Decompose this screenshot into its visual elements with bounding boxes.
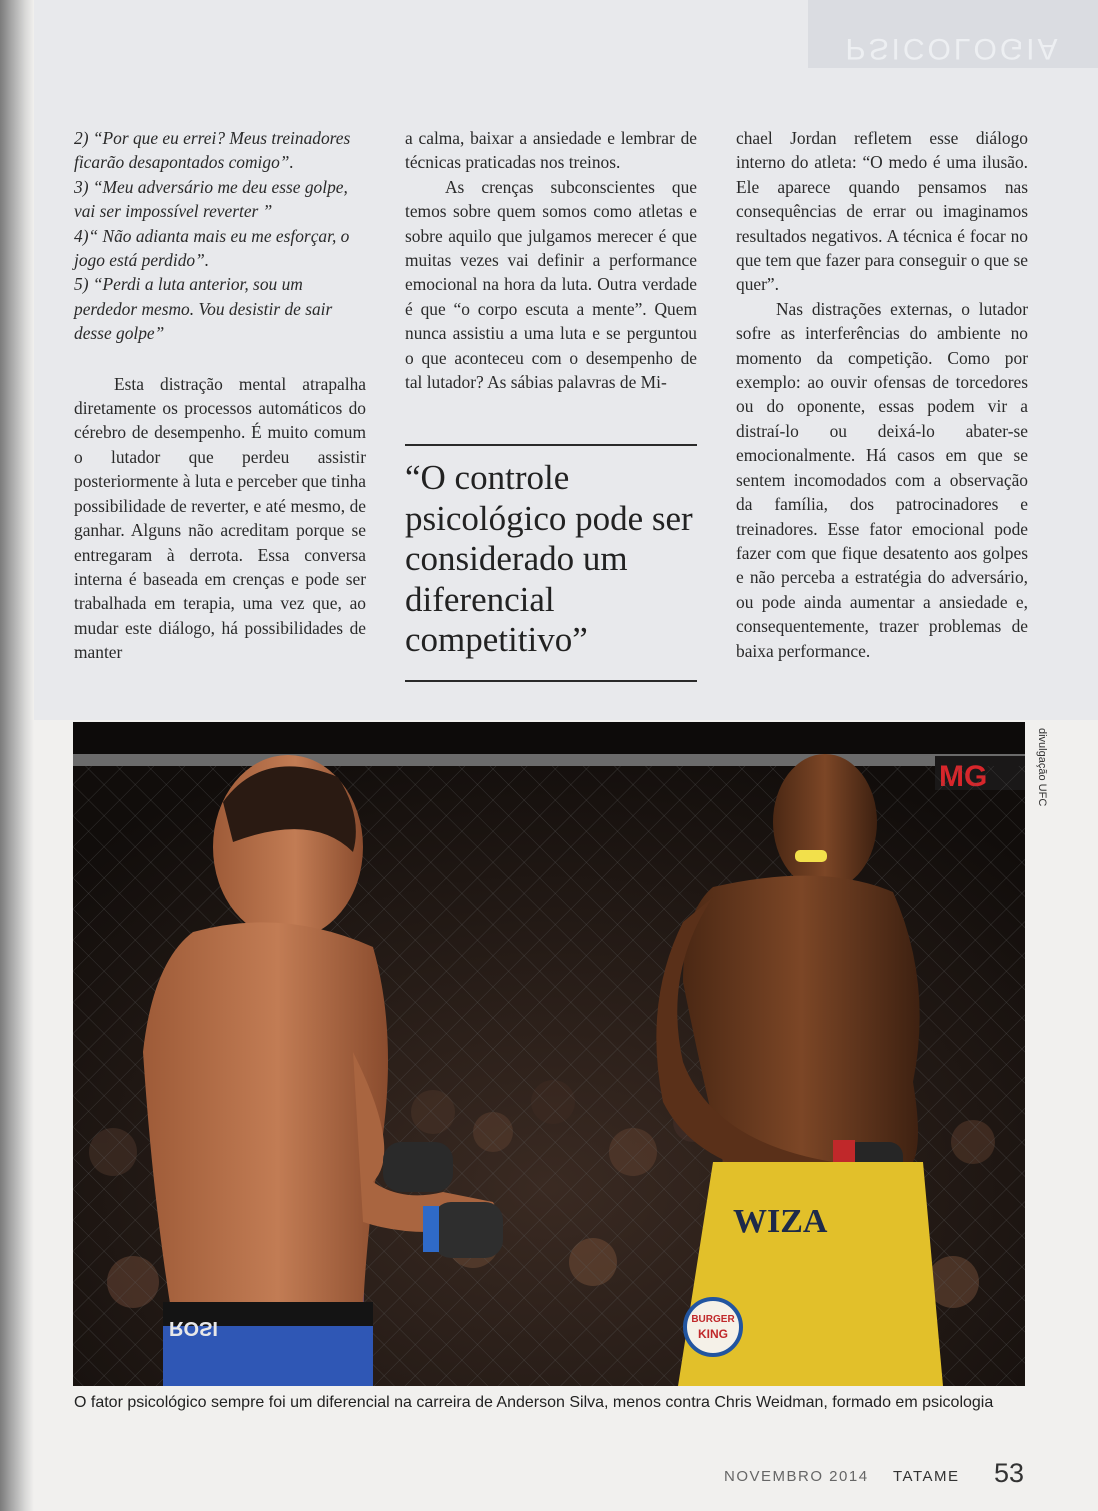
- paragraph: a calma, baixar a ansiedade e lembrar de técnicas praticadas nos treinos.: [405, 128, 697, 173]
- sponsor-logo-top: BURGER: [691, 1314, 735, 1325]
- paragraph: Nas distrações externas, o lutador sofre as interferências do ambiente no momento da competição. Como por exemplo: ao ouvir ofensas de torcedores ou do oponente, essas podem vir a distraí-lo ou deixá-lo abater-se emocionalmente. Há casos em que se sentem incomodados com a observação da família, dos patrocinadores e treinadores. Esse fator emocional pode fazer com que fique desatento aos golpes e não perceba a estratégia do adversário, ou pode ainda aumentar a ansiedade e, consequentemente, trazer problemas de baixa performance.: [736, 298, 1028, 661]
- section-tab: PSICOLOGIA: [808, 0, 1098, 68]
- photo-caption: O fator psicológico sempre foi um diferencial na carreira de Anderson Silva, menos contra Chris Weidman, formado em psicologia: [74, 1394, 994, 1411]
- fight-photo: [73, 722, 1025, 1386]
- article-column-1: [74, 126, 366, 665]
- list-item: 4)“ Não adianta mais eu me esforçar, o jogo está perdido”.: [74, 225, 350, 271]
- pull-quote: [405, 444, 697, 682]
- paragraph: As crenças subconscientes que temos sobre quem somos como atletas e sobre aquilo que julgamos merecer é que muitas vezes vai definir a performance emocional na hora da luta. Outra verdade é que “o corpo escuta a mente”. Quem nunca assistiu a uma luta e se perguntou o que aconteceu com o desempenho de tal lutador? As sábias palavras de Mi-: [405, 176, 697, 393]
- page-number: 53: [994, 1458, 1025, 1488]
- fighter-right-mouthguard: [795, 850, 827, 862]
- sponsor-logo-bottom: KING: [698, 1327, 728, 1341]
- fighter-left-glove-2: [433, 1202, 503, 1258]
- page-gutter-shadow: [0, 0, 34, 1511]
- list-item: 3) “Meu adversário me deu esse golpe, vai ser impossível reverter ”: [74, 176, 348, 222]
- pull-quote-text: “O controle psicológico pode ser considerado um diferencial competitivo”: [405, 458, 693, 659]
- fight-photo-illustration: [73, 722, 1025, 1386]
- fighter-left-torso: [143, 922, 388, 1322]
- paragraph: Esta distração mental atrapalha diretamente os processos automáticos do cérebro de desempenho. É muito comum o lutador que perdeu assistir posteriormente à luta e perceber que tinha possibilidade de reverter, e até mesmo, de ganhar. Alguns não acreditam porque se entregaram à derrota. Essa conversa interna é baseada em crenças e pode ser trabalhada em terapia, uma vez que, ao mudar este diálogo, há possibilidades de manter: [74, 373, 366, 663]
- paragraph: chael Jordan refletem esse diálogo interno do atleta: “O medo é uma ilusão. Ele aparece quando pensamos nas consequências de errar ou imaginamos resultados negativos. A técnica é focar no que tem que fazer para conseguir o que se quer”.: [736, 128, 1028, 295]
- footer-magazine: TATAME: [893, 1468, 960, 1485]
- footer-date: NOVEMBRO 2014: [724, 1468, 869, 1485]
- fighter-right-head: [773, 754, 877, 890]
- cage-top-rail: [73, 754, 1025, 766]
- list-item: 5) “Perdi a luta anterior, sou um perdedor mesmo. Vou desistir de sair desse golpe”: [74, 274, 333, 344]
- shorts-text: WIZA: [733, 1203, 828, 1240]
- photo-credit: divulgação UFC: [1036, 728, 1048, 807]
- fighter-left-glove: [383, 1142, 453, 1192]
- fighter-left-waistband-text: ROSI: [169, 1317, 218, 1339]
- list-item: 2) “Por que eu errei? Meus treinadores ficarão desapontados comigo”.: [74, 128, 351, 173]
- article-column-3: [736, 126, 1028, 663]
- article-column-2: [405, 126, 697, 394]
- fighter-left-wrap: [423, 1206, 439, 1252]
